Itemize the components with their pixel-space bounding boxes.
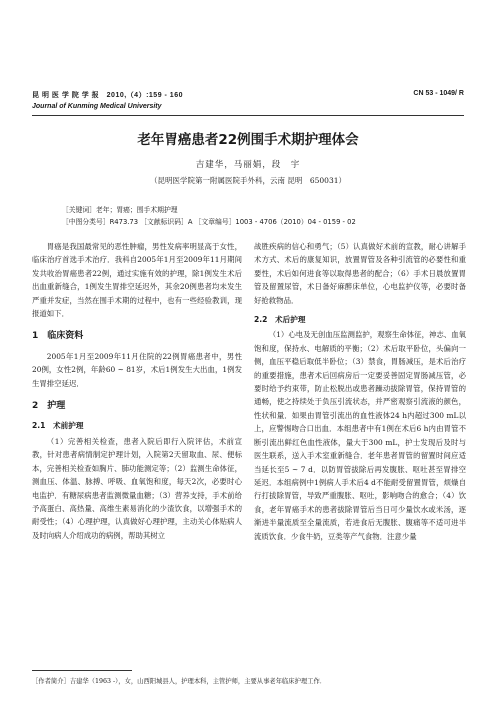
article-affiliation: （昆明医学院第一附属医院手外科，云南 昆明 650031） [149, 176, 346, 185]
intro-paragraph: 胃癌是我国最常见的恶性肿瘤，男性发病率明显高于女性，临床治疗首选手术治疗．我科自2005年1月至2009年11月期间发共收治胃癌患者22例，通过实施有效的护理，除1例发生术后出血重新缝合，1例发生胃排空延迟外，其余20例患者均未发生严重并发症，当然在围手术期的过程中，也有一些经验教训，现报道如下． [32, 242, 242, 319]
right-column [254, 240, 466, 543]
journal-name-en: Journal of Kunming Medical University [32, 103, 162, 110]
section-2-heading: 2 护理 [32, 401, 66, 412]
article-authors: 吉建华，马丽娟，段 宇 [195, 160, 301, 170]
journal-header [32, 90, 183, 112]
keywords-block [62, 204, 356, 228]
keywords-line: ［关键词］老年；胃癌；围手术期护理 [62, 206, 178, 214]
author-footnote: ［作者简介］吉建华（1963 -），女，山西阳城县人，护理本科，主管护师，主要从事老年临床护理工作． [32, 678, 327, 685]
article-title: 老年胃癌患者22例围手术期护理体会 [137, 132, 359, 148]
left-column [32, 240, 242, 542]
subsection-2-2-paragraph: （1）心电及无创血压监测监护，观察生命体征，神志、血氧饱和度，保持水、电解质的平衡；（2）术后取平卧位，头偏向一侧，血压平稳后取低半卧位；（3）禁食，胃肠减压，是术后治疗的重要措施，患者术后回病房后一定要妥善固定胃肠减压管，必要时给予约束带，防止松脱出或患者躁动拔除胃管，保持胃管的通畅，使之持续处于负压引流状态，并严密观察引流液的颜色，性状和量．如果由胃管引流出的血性液体24 h内超过300 mL以上，应警惕吻合口出血．本组患者中有1例在术后6 h内由胃管不断引流出鲜红色血性液体，量大于300 mL，护士发现后及时与医生联系，送入手术室重新缝合．老年患者胃管的留置时间应适当延长至5 ~ 7 d．以防胃管拔除后再发腹胀、呕吐甚至胃排空延迟．本组病例中1例病人手术后4 d不能耐受留置胃管，烦燥自行打拔除胃管，导致严重腹胀、呕吐，影响吻合的愈合；（4）饮食，老年胃癌手术的患者拔除胃管后当日可少量饮水或米汤，逐渐进半量流质至全量流质，若进食后无腹胀、腹痛等不适可进半流质饮食．少食牛奶，豆类等产气食物．注意少量 [254, 330, 466, 541]
subsection-2-1-heading: 2.1 术前护理 [32, 421, 84, 431]
subsection-2-1-paragraph: （1）完善相关检查，患者入院后即行入院评估，术前宣教，针对患者病情制定护理计划，入院第2天留取血、尿、便标本，完善相关检查如胸片、肺功能测定等；（2）监测生命体征，测血压、体温、脉搏、呼吸、血氧饱和度，每天2次，必要时心电监护．有糖尿病患者监测微量血糖；（3）营养支持，手术前给予高蛋白、高热量、高维生素易消化的少渣饮食，以增强手术的耐受性；（4）心理护理，认真做好心理护理，主动关心体贴病人及时向病人介绍成功的病例，帮助其树立 [32, 436, 242, 540]
continued-paragraph: 战胜疾病的信心和勇气；（5）认真做好术前的宣教，耐心讲解手术方式、术后的康复知识，放置胃管及各种引流管的必要性和重要性，术后如何进食等以取得患者的配合；（6）手术日晨放置胃管及留置尿管，术日备好麻醉床单位，心电监护仪等，必要时备好抢救物品． [254, 242, 466, 305]
section-1-heading: 1 临床资料 [32, 331, 84, 342]
classification-line: ［中图分类号］R473.73 ［文献标识码］A ［文章编号］1003 - 4706（2010）04 - 0159 - 02 [62, 218, 356, 226]
section-1-paragraph: 2005年1月至2009年11月住院的22例胃癌患者中，男性20例，女性2例，年龄60 ~ 81岁，术后1例发生大出血，1例发生胃排空延迟． [32, 351, 242, 388]
journal-issn: CN 53 - 1049/ R [413, 90, 464, 97]
header-divider [32, 115, 464, 116]
footnote-divider [32, 670, 132, 671]
subsection-2-2-heading: 2.2 术后护理 [254, 315, 306, 325]
journal-citation: 昆 明 医 学 院 学 报 2010,（4）:159 - 160 [32, 92, 183, 99]
